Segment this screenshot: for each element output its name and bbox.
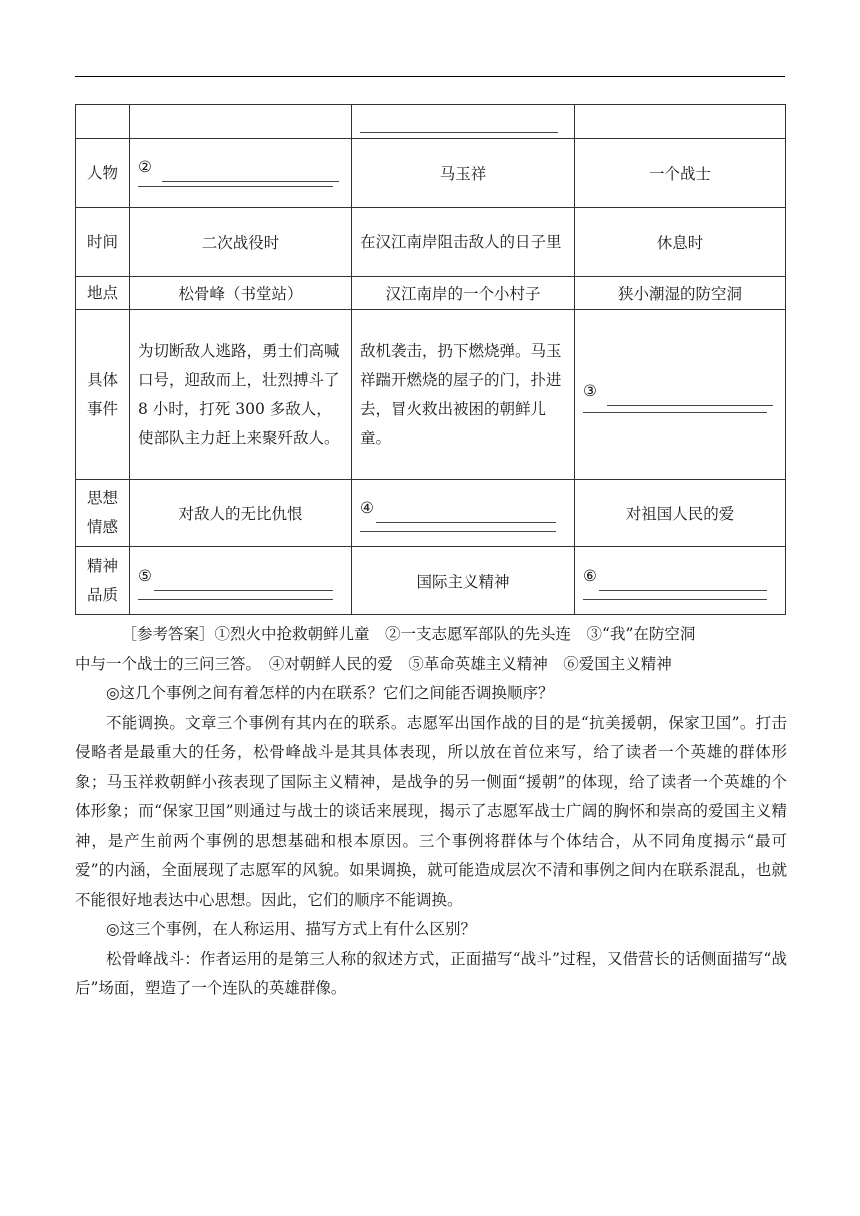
table-row-top	[76, 105, 786, 139]
answer-blank	[360, 523, 556, 532]
event-blank-cell	[575, 310, 786, 480]
place-cell: 汉江南岸的一个小村子	[352, 277, 575, 310]
blank-marker: ④	[360, 499, 374, 517]
person-blank-cell	[130, 139, 352, 208]
answer-blank	[583, 591, 767, 600]
feeling-blank-cell	[352, 480, 575, 547]
person-cell: 一个战士	[575, 139, 786, 208]
row-label-feeling	[76, 480, 130, 547]
answer-blank	[607, 387, 773, 406]
feeling-cell: 对敌人的无比仇恨	[130, 480, 352, 547]
table-row-spirit	[76, 547, 786, 615]
answer-text: ①烈火中抢救朝鲜儿童 ②一支志愿军部队的先头连 ③“我”在防空洞	[214, 625, 696, 643]
answer-line: 中与一个战士的三问三答。 ④对朝鲜人民的爱 ⑤革命英雄主义精神 ⑥爱国主义精神	[75, 654, 672, 673]
cell-empty	[575, 105, 786, 139]
answer-blank	[138, 182, 333, 187]
time-cell: 在汉江南岸阻击敌人的日子里	[352, 208, 575, 277]
row-label-time: 时间	[76, 208, 130, 277]
answer-blank	[599, 572, 767, 591]
answer-blank	[583, 406, 767, 413]
time-cell: 二次战役时	[130, 208, 352, 277]
table-row-place	[76, 277, 786, 310]
table-row-feeling	[76, 480, 786, 547]
blank-marker: ③	[583, 381, 597, 400]
answer-blank	[138, 591, 333, 600]
place-cell: 松骨峰（书堂站）	[130, 277, 352, 310]
spirit-blank-cell	[575, 547, 786, 615]
answer-blank-cell	[352, 105, 575, 139]
row-label-place: 地点	[76, 277, 130, 310]
answer-blank	[154, 572, 333, 591]
row-label-line: 思想	[86, 489, 118, 507]
spirit-cell: 国际主义精神	[352, 547, 575, 615]
row-label-line: 具体	[86, 370, 118, 389]
row-label-event	[76, 310, 130, 480]
answer-1: 不能调换。文章三个事例有其内在的联系。志愿军出国作战的目的是“抗美援朝，保家卫国”。打击侵略者是最重大的任务，松骨峰战斗是其具体表现，所以放在首位来写，给了读者一个英雄的群体形象；马玉祥救朝鲜小孩表现了国际主义精神，是战争的另一侧面“援朝”的体现，给了读者一个英雄的个体形象；而“保家卫国”则通过与战士的谈话来展现，揭示了志愿军战士广阔的胸怀和崇高的爱国主义精神，是产生前两个事例的思想基础和根本原因。三个事例将群体与个体结合，从不同角度揭示“最可爱”的内涵，全面展现了志愿军的风貌。如果调换，就可能造成层次不清和事例之间内在联系混乱，也就不能很好地表达中心思想。因此，它们的顺序不能调换。	[75, 713, 787, 909]
table-row-person	[76, 139, 786, 208]
blank-marker: ⑥	[583, 566, 597, 585]
header-rule	[75, 76, 785, 77]
answer-tag: ［参考答案］	[121, 625, 215, 643]
question-1: ◎这几个事例之间有着怎样的内在联系？它们之间能否调换顺序？	[106, 684, 554, 702]
row-label-line: 品质	[86, 585, 118, 604]
comparison-table	[75, 104, 786, 615]
row-label-line: 事件	[86, 399, 118, 418]
row-label-spirit	[76, 547, 130, 615]
answer-2: 松骨峰战斗：作者运用的是第三人称的叙述方式，正面描写“战斗”过程，又借营长的话侧面描写“战后”场面，塑造了一个连队的英雄群像。	[75, 949, 787, 997]
place-cell: 狭小潮湿的防空洞	[575, 277, 786, 310]
cell-empty	[130, 105, 352, 139]
row-label-person: 人物	[76, 139, 130, 208]
table-row-event	[76, 310, 786, 480]
blank-marker: ②	[138, 158, 152, 176]
spirit-blank-cell	[130, 547, 352, 615]
answer-blank	[162, 163, 339, 182]
event-cell: 敌机袭击，扔下燃烧弹。马玉祥踹开燃烧的屋子的门，扑进去，冒火救出被困的朝鲜儿童。	[352, 310, 575, 480]
row-label-line: 精神	[86, 556, 118, 575]
answer-section	[75, 620, 787, 1004]
cell-empty	[76, 105, 130, 139]
person-cell: 马玉祥	[352, 139, 575, 208]
answer-blank	[360, 110, 558, 133]
answer-blank	[376, 504, 556, 523]
event-cell: 为切断敌人逃路，勇士们高喊口号，迎敌而上，壮烈搏斗了 8 小时，打死 300 多敌人，使部队主力赶上来聚歼敌人。	[130, 310, 352, 480]
blank-marker: ⑤	[138, 566, 152, 585]
time-cell: 休息时	[575, 208, 786, 277]
answer-line	[75, 620, 787, 650]
question-2: ◎这三个事例，在人称运用、描写方式上有什么区别？	[106, 920, 477, 938]
table-row-time	[76, 208, 786, 277]
row-label-line: 情感	[86, 518, 118, 536]
feeling-cell: 对祖国人民的爱	[575, 480, 786, 547]
